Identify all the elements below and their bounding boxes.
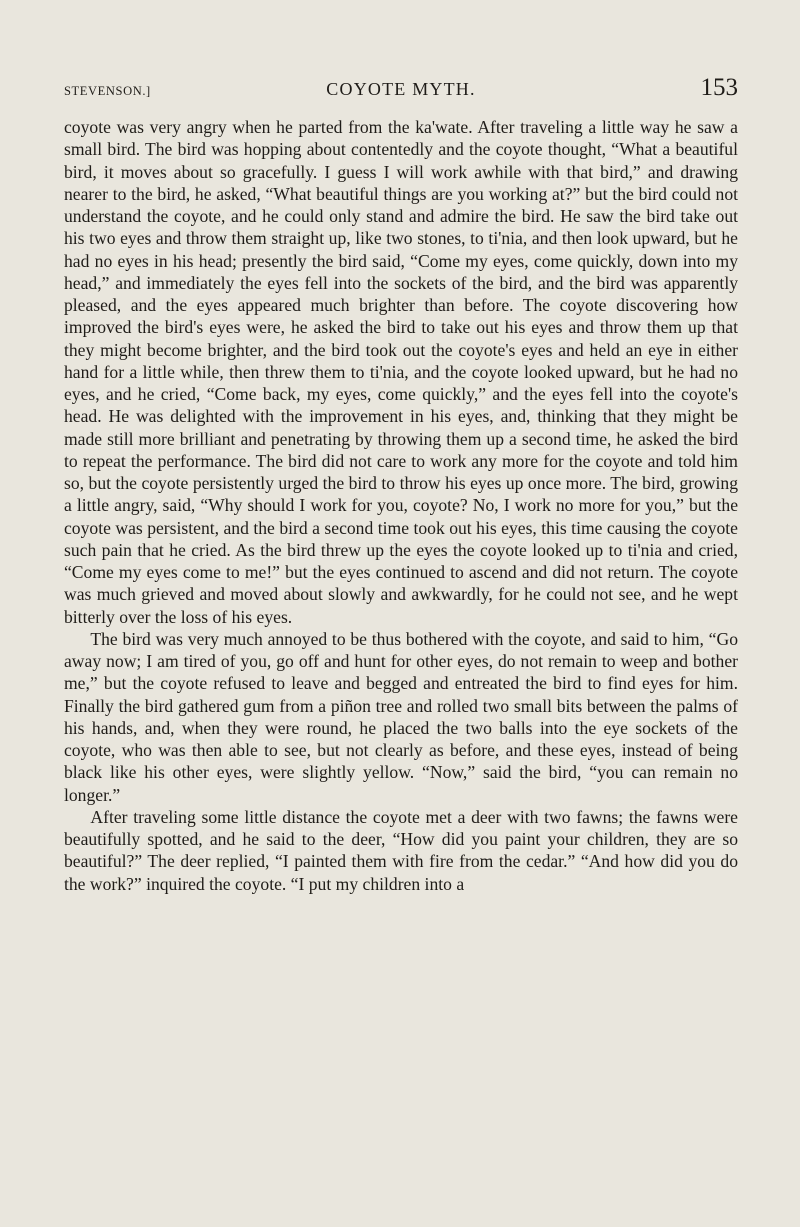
body-text <box>64 116 738 895</box>
page-number: 153 <box>700 74 738 101</box>
page-title: COYOTE MYTH. <box>326 79 476 99</box>
paragraph: The bird was very much annoyed to be thus bothered with the coyote, and said to him, “Go away now; I am tired of you, go off and hunt for other eyes, do not remain to weep and bother me,” but the coyote refused to leave and begged and entreated the bird to find eyes for him. Finally the bird gathered gum from a piñon tree and rolled two small bits between the palms of his hands, and, when they were round, he placed the two balls into the eye sockets of the coyote, who was then able to see, but not clearly as before, and these eyes, instead of being black like his other eyes, were slightly yellow. “Now,” said the bird, “you can remain no longer.” <box>64 628 738 805</box>
running-head <box>64 74 738 102</box>
paragraph: After traveling some little distance the coyote met a deer with two fawns; the fawns were beautifully spotted, and he said to the deer, “How did you paint your children, they are so beautiful?” The deer replied, “I painted them with fire from the cedar.” “And how did you do the work?” inquired the coyote. “I put my children into a <box>64 806 738 894</box>
paragraph: coyote was very angry when he parted from the ka'wate. After traveling a little way he saw a small bird. The bird was hopping about contentedly and the coyote thought, “What a beautiful bird, it moves about so gracefully. I guess I will work awhile with that bird,” and drawing nearer to the bird, he asked, “What beautiful things are you working at?” but the bird could not understand the coyote, and he could only stand and admire the bird. He saw the bird take out his two eyes and throw them straight up, like two stones, to ti'nia, and then look upward, but he had no eyes in his head; presently the bird said, “Come my eyes, come quickly, down into my head,” and immediately the eyes fell into the sockets of the bird, and the bird was apparently pleased, and the eyes appeared much brighter than before. The coyote discovering how improved the bird's eyes were, he asked the bird to take out his eyes and throw them up that they might become brighter, and the bird took out the coyote's eyes and held an eye in either hand for a little while, then threw them to ti'nia, and the coyote looked upward, but he had no eyes, and he cried, “Come back, my eyes, come quickly,” and the eyes fell into the coyote's head. He was delighted with the improvement in his eyes, and, thinking that they might be made still more brilliant and penetrating by throwing them up a second time, he asked the bird to repeat the performance. The bird did not care to work any more for the coyote and told him so, but the coyote persistently urged the bird to throw his eyes up once more. The bird, growing a little angry, said, “Why should I work for you, coyote? No, I work no more for you,” but the coyote was persistent, and the bird a second time took out his eyes, this time causing the coyote such pain that he cried. As the bird threw up the eyes the coyote looked up to ti'nia and cried, “Come my eyes come to me!” but the eyes continued to ascend and did not return. The coyote was much grieved and moved about slowly and awkwardly, for he could not see, and he wept bitterly over the loss of his eyes. <box>64 117 738 627</box>
author-header: STEVENSON.] <box>64 84 151 98</box>
